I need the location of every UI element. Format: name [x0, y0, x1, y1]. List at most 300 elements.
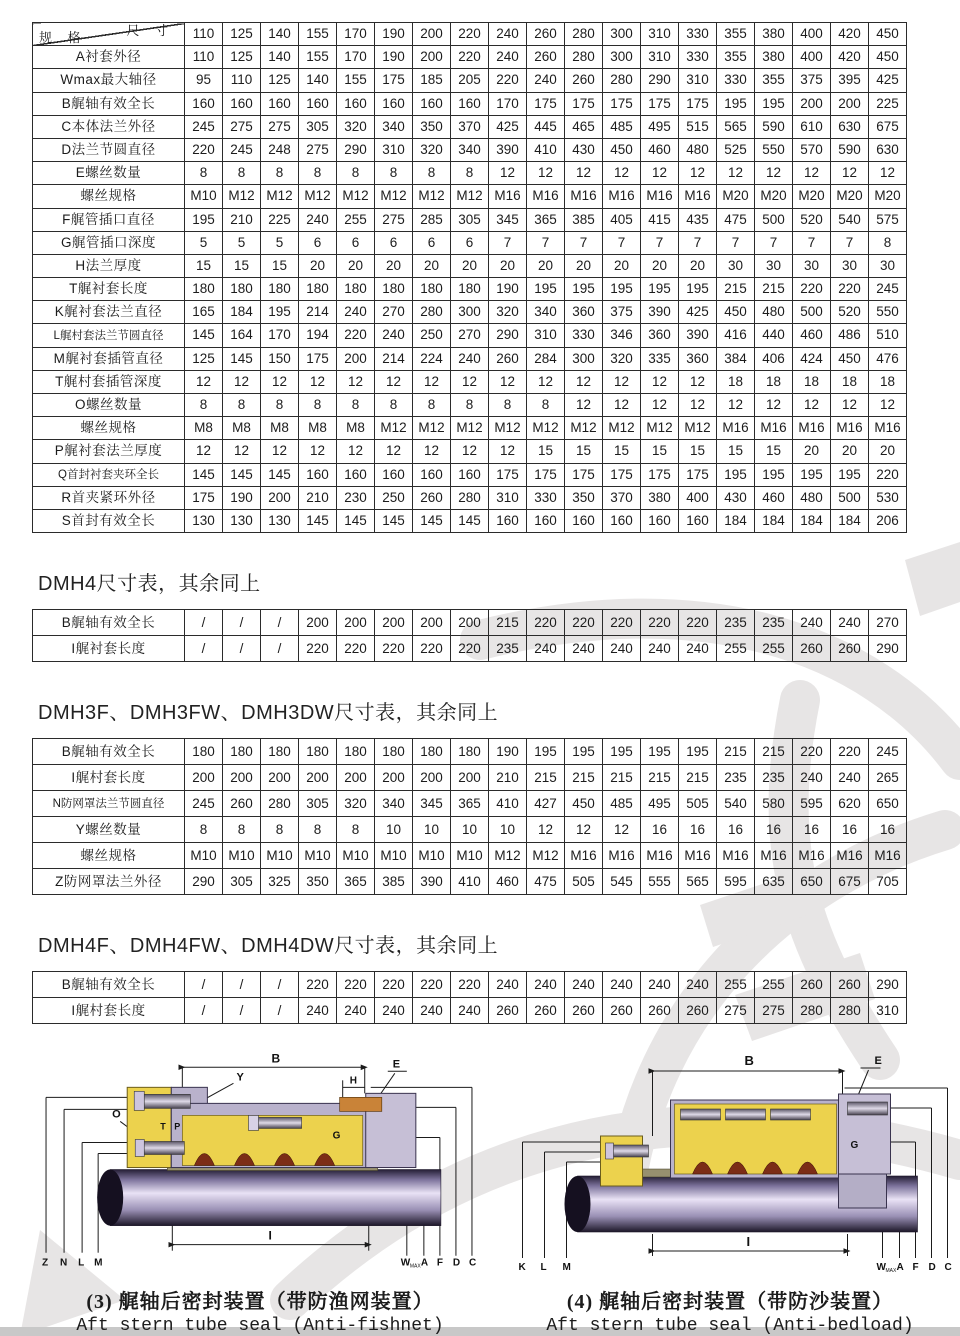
table-cell: M16 [679, 843, 717, 869]
table-cell: 8 [185, 394, 223, 417]
table-row [33, 817, 907, 843]
table-cell: 220 [641, 610, 679, 636]
table-cell: 160 [565, 509, 603, 532]
table-cell: 220 [413, 636, 451, 662]
table-cell: 355 [755, 69, 793, 92]
table-cell: 275 [299, 138, 337, 161]
dim-label-h: H [349, 1075, 357, 1087]
table-row [33, 394, 907, 417]
table-cell: 565 [717, 115, 755, 138]
table-cell: 290 [869, 636, 907, 662]
table-cell: 406 [755, 347, 793, 370]
table-cell: 12 [223, 440, 261, 463]
table-cell: 195 [717, 92, 755, 115]
table-cell: 8 [375, 162, 413, 185]
table-cell: 240 [641, 636, 679, 662]
table-cell: M16 [603, 185, 641, 208]
table-cell: 195 [755, 92, 793, 115]
table-cell: 255 [337, 208, 375, 231]
size-header-cell: 420 [831, 23, 869, 46]
table-cell: 30 [831, 254, 869, 277]
table-cell: 12 [489, 162, 527, 185]
table-cell: 220 [527, 610, 565, 636]
table-cell: 8 [299, 162, 337, 185]
dim-label-d: D [452, 1257, 461, 1269]
table-cell: 145 [185, 324, 223, 347]
table-cell: 384 [717, 347, 755, 370]
table-cell: M8 [185, 417, 223, 440]
row-label: B艉轴有效全长 [33, 610, 185, 636]
table-cell: 580 [755, 791, 793, 817]
table-cell: / [261, 636, 299, 662]
table-cell: 235 [755, 610, 793, 636]
table-cell: 12 [641, 394, 679, 417]
table-cell: 480 [793, 486, 831, 509]
table-cell: 240 [299, 998, 337, 1024]
table-cell: 310 [375, 138, 413, 161]
table-cell: 675 [831, 869, 869, 895]
table-cell: 430 [717, 486, 755, 509]
table-row [33, 869, 907, 895]
figure4-caption-zh: (4) 艉轴后密封装置（带防沙装置） [566, 1291, 894, 1314]
row-label: Q首封衬套夹环全长 [33, 463, 185, 486]
table-cell: 8 [185, 162, 223, 185]
table-cell: 260 [679, 998, 717, 1024]
table-cell: 20 [527, 254, 565, 277]
table-cell: 200 [261, 486, 299, 509]
dmh4-heading: DMH4尺寸表，其余同上 [38, 573, 261, 596]
table-cell: 195 [527, 278, 565, 301]
table-cell: M12 [223, 185, 261, 208]
table-row [33, 610, 907, 636]
size-header-cell: 140 [261, 23, 299, 46]
table-cell: 8 [869, 231, 907, 254]
table-cell: 180 [337, 739, 375, 765]
table-cell: 220 [413, 972, 451, 998]
table-cell: 12 [679, 162, 717, 185]
table-cell: 240 [831, 610, 869, 636]
table-cell: 255 [755, 636, 793, 662]
table-cell: 155 [337, 69, 375, 92]
table-cell: 215 [565, 765, 603, 791]
table-cell: 495 [641, 115, 679, 138]
table-cell: 390 [641, 301, 679, 324]
table-cell: M16 [527, 185, 565, 208]
table-cell: 184 [831, 509, 869, 532]
table-cell: M10 [451, 843, 489, 869]
table-cell: 180 [375, 278, 413, 301]
table-cell: 240 [793, 765, 831, 791]
table-cell: 180 [451, 278, 489, 301]
table-cell: 180 [451, 739, 489, 765]
table-row [33, 138, 907, 161]
table-cell: 240 [679, 636, 717, 662]
table-cell: 12 [793, 394, 831, 417]
table-cell: 215 [717, 739, 755, 765]
table-cell: 650 [793, 869, 831, 895]
table-cell: 195 [565, 278, 603, 301]
dim-label-g: G [332, 1130, 341, 1142]
table-cell: 380 [641, 486, 679, 509]
table-cell: 18 [755, 370, 793, 393]
table-cell: 290 [337, 138, 375, 161]
table-cell: 12 [527, 162, 565, 185]
table-row [33, 46, 907, 69]
size-header-cell: 155 [299, 23, 337, 46]
table-cell: 465 [565, 115, 603, 138]
table-cell: 290 [489, 324, 527, 347]
table-row [33, 509, 907, 532]
table-cell: 220 [793, 739, 831, 765]
table-cell: 200 [793, 92, 831, 115]
row-label: H法兰厚度 [33, 254, 185, 277]
table-cell: 215 [717, 278, 755, 301]
table-cell: 345 [413, 791, 451, 817]
row-label: I艉村套长度 [33, 998, 185, 1024]
table-cell: 15 [527, 440, 565, 463]
table-cell: M20 [755, 185, 793, 208]
table-cell: 195 [641, 278, 679, 301]
table-cell: 12 [261, 440, 299, 463]
table-cell: 310 [527, 324, 565, 347]
table-cell: 305 [451, 208, 489, 231]
table-cell: M12 [413, 417, 451, 440]
table-cell: 16 [831, 817, 869, 843]
table-cell: 10 [489, 817, 527, 843]
table-cell: 145 [337, 509, 375, 532]
table-cell: 245 [869, 739, 907, 765]
table-cell: 7 [603, 231, 641, 254]
table-row [33, 486, 907, 509]
size-header-cell: 220 [451, 23, 489, 46]
size-header-cell: 310 [641, 23, 679, 46]
table-cell: 220 [451, 636, 489, 662]
table-cell: 12 [793, 162, 831, 185]
table-cell: 175 [679, 463, 717, 486]
table-cell: 16 [717, 817, 755, 843]
table-cell: 16 [755, 817, 793, 843]
table-cell: / [185, 610, 223, 636]
table-cell: 225 [261, 208, 299, 231]
table-cell: 6 [299, 231, 337, 254]
table-cell: 555 [641, 869, 679, 895]
size-header-cell: 355 [717, 23, 755, 46]
corner-spec-label: 规 格 [39, 29, 87, 45]
table-cell: M16 [755, 843, 793, 869]
table-cell: 245 [869, 278, 907, 301]
table-cell: 160 [261, 92, 299, 115]
table-cell: 165 [185, 301, 223, 324]
dim-label-i: I [268, 1228, 272, 1243]
table-cell: 125 [185, 347, 223, 370]
table-cell: 20 [413, 254, 451, 277]
table-cell: 184 [755, 509, 793, 532]
anti-fishnet-diagram [32, 1046, 488, 1274]
table-cell: 485 [603, 115, 641, 138]
table-cell: 270 [869, 610, 907, 636]
table-cell: 125 [261, 69, 299, 92]
table-cell: M10 [185, 185, 223, 208]
row-label: A衬套外径 [33, 46, 185, 69]
table-cell: 355 [717, 46, 755, 69]
table-cell: 385 [565, 208, 603, 231]
table-cell: 7 [717, 231, 755, 254]
table-cell: 240 [451, 998, 489, 1024]
table-cell: 360 [565, 301, 603, 324]
table-cell: 20 [831, 440, 869, 463]
row-label: G艉管插口深度 [33, 231, 185, 254]
table-cell: 360 [679, 347, 717, 370]
table-cell: 200 [413, 765, 451, 791]
table-cell: 12 [831, 162, 869, 185]
table-cell: 170 [261, 324, 299, 347]
table-cell: 275 [375, 208, 413, 231]
table-cell: 20 [679, 254, 717, 277]
table-cell: 365 [451, 791, 489, 817]
table-cell: 190 [489, 278, 527, 301]
dmh4-table [32, 609, 907, 662]
size-header-cell: 330 [679, 23, 717, 46]
table-cell: M12 [565, 417, 603, 440]
table-row [33, 739, 907, 765]
table-cell: 175 [565, 92, 603, 115]
table-cell: 12 [679, 370, 717, 393]
table-cell: 220 [299, 636, 337, 662]
table-cell: 215 [603, 765, 641, 791]
dim-label-f: F [912, 1262, 919, 1274]
table-cell: 12 [717, 162, 755, 185]
table-cell: 175 [603, 463, 641, 486]
table-row [33, 278, 907, 301]
table-cell: 7 [489, 231, 527, 254]
table-cell: 310 [489, 486, 527, 509]
table-cell: 405 [603, 208, 641, 231]
table-cell: M8 [299, 417, 337, 440]
row-label: P艉衬套法兰厚度 [33, 440, 185, 463]
row-label: Wmax最大轴径 [33, 69, 185, 92]
table-cell: M8 [223, 417, 261, 440]
table-cell: 164 [223, 324, 261, 347]
table-cell: M16 [793, 843, 831, 869]
table-cell: 310 [641, 46, 679, 69]
table-cell: 12 [603, 162, 641, 185]
table-cell: 500 [793, 301, 831, 324]
row-label: 螺丝规格 [33, 185, 185, 208]
table-cell: 175 [679, 92, 717, 115]
table-cell: 185 [413, 69, 451, 92]
table-cell: 305 [299, 791, 337, 817]
table-cell: 200 [337, 765, 375, 791]
table-cell: 485 [603, 791, 641, 817]
table-cell: 260 [489, 347, 527, 370]
table-cell: 8 [413, 162, 451, 185]
table-cell: M12 [489, 417, 527, 440]
table-cell: 525 [717, 138, 755, 161]
table-cell: M12 [527, 417, 565, 440]
table-cell: 12 [679, 394, 717, 417]
table-cell: 175 [527, 463, 565, 486]
table-cell: 360 [641, 324, 679, 347]
table-cell: 180 [413, 739, 451, 765]
table-cell: 510 [869, 324, 907, 347]
table-cell: 180 [299, 739, 337, 765]
table-cell: 330 [565, 324, 603, 347]
table-cell: 12 [185, 370, 223, 393]
table-cell: 190 [223, 486, 261, 509]
table-cell: 275 [223, 115, 261, 138]
table-cell: 220 [337, 636, 375, 662]
table-cell: M12 [413, 185, 451, 208]
table-cell: 200 [831, 92, 869, 115]
table-cell: 16 [641, 817, 679, 843]
dim-label-c: C [944, 1262, 952, 1274]
table-cell: M20 [717, 185, 755, 208]
row-label: B艉轴有效全长 [33, 92, 185, 115]
table-row [33, 324, 907, 347]
table-cell: 240 [375, 998, 413, 1024]
table-cell: 630 [869, 138, 907, 161]
table-cell: 20 [603, 254, 641, 277]
table-cell: 240 [679, 972, 717, 998]
table-cell: 240 [337, 998, 375, 1024]
table-cell: M12 [261, 185, 299, 208]
table-cell: 7 [641, 231, 679, 254]
dim-label-z: Z [42, 1257, 49, 1269]
table-row [33, 972, 907, 998]
dmh3f-heading: DMH3F、DMH3FW、DMH3DW尺寸表，其余同上 [38, 702, 499, 725]
row-label: E螺丝数量 [33, 162, 185, 185]
dim-label-w: W [876, 1262, 886, 1274]
table-cell: 180 [185, 739, 223, 765]
figure-anti-bedload [502, 1046, 958, 1336]
table-cell: 220 [337, 324, 375, 347]
table-cell: 200 [337, 347, 375, 370]
table-cell: 240 [565, 972, 603, 998]
table-cell: M12 [527, 843, 565, 869]
corner-cell [33, 23, 185, 46]
table-cell: / [185, 636, 223, 662]
table-cell: 160 [337, 92, 375, 115]
table-cell: 160 [527, 509, 565, 532]
table-cell: M16 [603, 843, 641, 869]
table-cell: M10 [337, 843, 375, 869]
table-cell: 12 [375, 440, 413, 463]
table-cell: 240 [793, 610, 831, 636]
table-cell: 160 [603, 509, 641, 532]
table-cell: M20 [869, 185, 907, 208]
table-cell: 130 [223, 509, 261, 532]
corner-size-label: 尺 寸 [126, 23, 174, 38]
table-cell: 240 [451, 347, 489, 370]
table-cell: 18 [717, 370, 755, 393]
table-cell: 540 [717, 791, 755, 817]
table-cell: 18 [869, 370, 907, 393]
table-cell: 240 [565, 636, 603, 662]
table-cell: 220 [451, 46, 489, 69]
row-label: N防网罩法兰节圆直径 [33, 791, 185, 817]
table-cell: 310 [869, 998, 907, 1024]
size-header-cell: 170 [337, 23, 375, 46]
table-cell: 215 [641, 765, 679, 791]
size-header-cell: 125 [223, 23, 261, 46]
row-label: B艉轴有效全长 [33, 972, 185, 998]
table-cell: 195 [831, 463, 869, 486]
table-row [33, 208, 907, 231]
row-label: M艉衬套插管直径 [33, 347, 185, 370]
table-cell: / [185, 972, 223, 998]
table-cell: 16 [679, 817, 717, 843]
table-cell: 150 [261, 347, 299, 370]
table-cell: M16 [717, 417, 755, 440]
table-cell: 190 [489, 739, 527, 765]
table-cell: 280 [261, 791, 299, 817]
table-cell: 12 [755, 394, 793, 417]
table-cell: 200 [375, 765, 413, 791]
table-cell: 20 [565, 254, 603, 277]
dim-label-m: M [562, 1262, 571, 1274]
table-cell: 215 [755, 739, 793, 765]
table-cell: 410 [527, 138, 565, 161]
table-row [33, 254, 907, 277]
row-label: S首封有效全长 [33, 509, 185, 532]
table-cell: 280 [831, 998, 869, 1024]
table-cell: 12 [337, 440, 375, 463]
table-cell: 7 [831, 231, 869, 254]
dmh4f-heading: DMH4F、DMH4FW、DMH4DW尺寸表，其余同上 [38, 935, 499, 958]
table-cell: 545 [603, 869, 641, 895]
table-cell: 425 [869, 69, 907, 92]
table-cell: 265 [869, 765, 907, 791]
table-cell: 145 [223, 347, 261, 370]
table-cell: 10 [375, 817, 413, 843]
table-cell: 570 [793, 138, 831, 161]
table-cell: 12 [641, 162, 679, 185]
table-cell: M10 [223, 843, 261, 869]
table-cell: 375 [793, 69, 831, 92]
table-cell: 240 [489, 972, 527, 998]
table-cell: 595 [793, 791, 831, 817]
table-cell: 255 [717, 636, 755, 662]
table-cell: 15 [565, 440, 603, 463]
table-cell: 590 [831, 138, 869, 161]
table-cell: 224 [413, 347, 451, 370]
row-label: Z防网罩法兰外径 [33, 869, 185, 895]
table-cell: 214 [375, 347, 413, 370]
table-cell: 240 [603, 972, 641, 998]
table-cell: 160 [299, 92, 337, 115]
table-cell: 160 [185, 92, 223, 115]
table-cell: 195 [679, 278, 717, 301]
table-cell: 175 [489, 463, 527, 486]
table-cell: 195 [185, 208, 223, 231]
table-cell: 12 [299, 370, 337, 393]
table-cell: 486 [831, 324, 869, 347]
table-cell: 346 [603, 324, 641, 347]
table-cell: 590 [755, 115, 793, 138]
table-cell: 235 [717, 610, 755, 636]
table-cell: 275 [717, 998, 755, 1024]
table-row [33, 440, 907, 463]
table-cell: 220 [375, 636, 413, 662]
table-cell: 170 [337, 46, 375, 69]
table-cell: M20 [831, 185, 869, 208]
table-cell: 705 [869, 869, 907, 895]
table-cell: 240 [375, 324, 413, 347]
table-cell: 15 [261, 254, 299, 277]
table-cell: 280 [793, 998, 831, 1024]
row-label: L艉村套法兰节圆直径 [33, 324, 185, 347]
table-cell: M8 [337, 417, 375, 440]
